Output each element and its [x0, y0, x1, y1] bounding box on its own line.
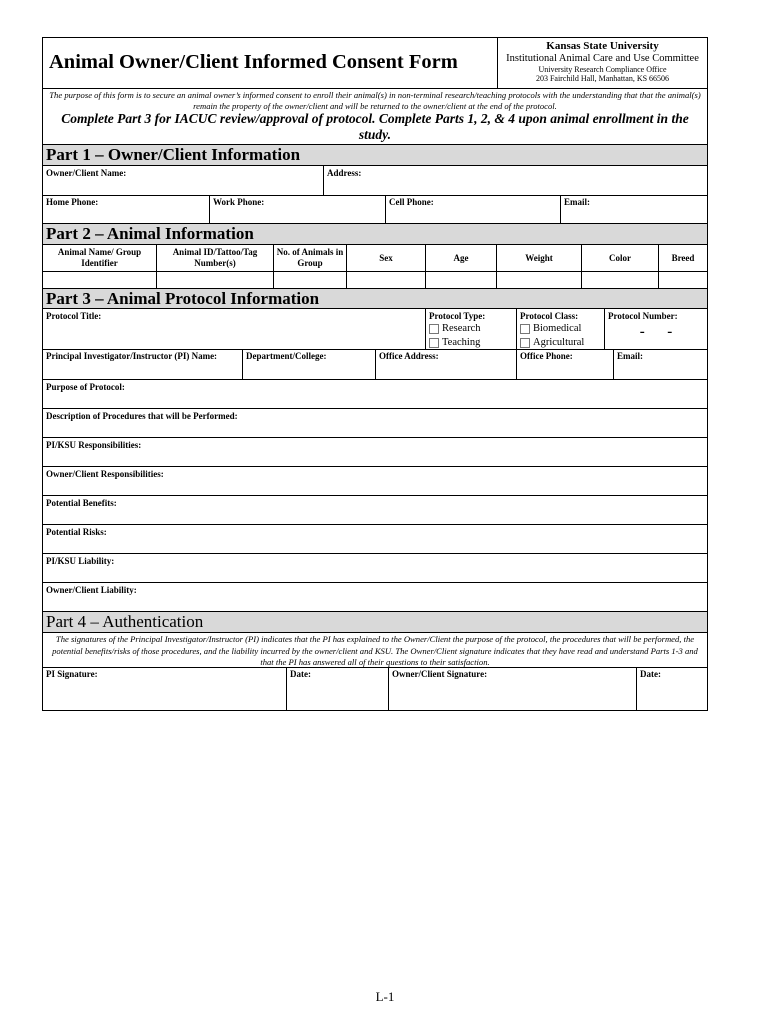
pi-date-field[interactable]: Date:	[286, 667, 388, 710]
part1-header: Part 1 – Owner/Client Information	[43, 144, 707, 166]
procedures-field[interactable]: Description of Procedures that will be Performed:	[43, 408, 707, 437]
animal-id-input[interactable]	[156, 271, 273, 288]
owner-responsibilities-field[interactable]: Owner/Client Responsibilities:	[43, 466, 707, 495]
owner-signature-field[interactable]: Owner/Client Signature:	[388, 667, 636, 710]
owner-date-field[interactable]: Date:	[636, 667, 707, 710]
office-phone-field[interactable]: Office Phone:	[516, 349, 613, 379]
biomedical-label: Biomedical	[533, 323, 582, 334]
authentication-text: The signatures of the Principal Investigator/Instructor (PI) indicates that the PI has explained to the Owner/Client the purpose of the protocol, the procedures that will be performed, the potential benefits/risks of those procedures, and the liability incurred by the owner/client and KSU. The Owner/Client signature indicates that they have read and understand Parts 1-3 and that the PI has answered all of their questions to their satisfaction.	[52, 634, 698, 667]
page-number: L-1	[375, 989, 395, 1004]
university-block	[497, 38, 707, 88]
col-color: Color	[581, 245, 658, 271]
class-agricultural-option[interactable]	[517, 336, 604, 350]
teaching-label: Teaching	[442, 337, 481, 348]
class-biomedical-option[interactable]	[517, 322, 604, 336]
office-name: University Research Compliance Office	[538, 65, 667, 74]
home-phone-field[interactable]: Home Phone:	[46, 197, 99, 207]
purpose-text: The purpose of this form is to secure an animal owner’s informed consent to enroll their animal(s) in non-terminal research/teaching protocols with the understanding that that the animal(s) remain the property of the owner/client and will be returned to the owner/client at the end of the protocol.	[43, 88, 707, 112]
col-animal-name: Animal Name/ Group Identifier	[57, 247, 142, 268]
pi-name-field[interactable]: Principal Investigator/Instructor (PI) Name:	[46, 351, 218, 361]
form-title: Animal Owner/Client Informed Consent Form	[49, 51, 458, 73]
pi-responsibilities-field[interactable]: PI/KSU Responsibilities:	[43, 437, 707, 466]
consent-form	[42, 37, 708, 711]
pi-signature-field[interactable]: PI Signature:	[46, 669, 98, 679]
office-address-field[interactable]: Office Address:	[375, 349, 516, 379]
protocol-class-label: Protocol Class:	[520, 311, 579, 321]
cell-phone-field[interactable]: Cell Phone:	[385, 195, 560, 224]
color-input[interactable]	[581, 271, 658, 288]
protocol-title-field[interactable]: Protocol Title:	[46, 311, 102, 321]
agricultural-checkbox[interactable]	[520, 338, 530, 348]
animal-table	[43, 245, 707, 288]
protocol-type-label: Protocol Type:	[429, 311, 486, 321]
part3-header: Part 3 – Animal Protocol Information	[43, 288, 707, 309]
col-breed: Breed	[658, 245, 707, 271]
animal-count-input[interactable]	[273, 271, 346, 288]
work-phone-field[interactable]: Work Phone:	[209, 195, 385, 224]
biomedical-checkbox[interactable]	[520, 324, 530, 334]
owner-name-field[interactable]: Owner/Client Name:	[46, 168, 127, 178]
agricultural-label: Agricultural	[533, 337, 585, 348]
protocol-number-label: Protocol Number:	[608, 311, 678, 321]
teaching-checkbox[interactable]	[429, 338, 439, 348]
owner-liability-field[interactable]: Owner/Client Liability:	[43, 582, 707, 611]
protocol-class-group	[516, 309, 604, 349]
protocol-type-group	[425, 309, 516, 349]
owner-email-field[interactable]: Email:	[560, 195, 707, 224]
animal-row-input[interactable]	[43, 271, 156, 288]
department-field[interactable]: Department/College:	[242, 349, 375, 379]
col-animal-id: Animal ID/Tattoo/Tag Number(s)	[156, 245, 273, 271]
col-weight: Weight	[496, 245, 581, 271]
age-input[interactable]	[425, 271, 496, 288]
potential-benefits-field[interactable]: Potential Benefits:	[43, 495, 707, 524]
type-teaching-option[interactable]	[426, 336, 516, 350]
owner-address-field[interactable]: Address:	[323, 166, 707, 195]
instruction-text: Complete Part 3 for IACUC review/approval of protocol. Complete Parts 1, 2, & 4 upon animal enrollment in the study.	[61, 111, 689, 142]
research-label: Research	[442, 323, 481, 334]
breed-input[interactable]	[658, 271, 707, 288]
research-checkbox[interactable]	[429, 324, 439, 334]
col-animal-count: No. of Animals in Group	[273, 245, 346, 271]
sex-input[interactable]	[346, 271, 425, 288]
pi-email-field[interactable]: Email:	[613, 349, 707, 379]
protocol-number-dashes: - -	[639, 324, 673, 340]
purpose-of-protocol-field[interactable]: Purpose of Protocol:	[43, 379, 707, 408]
university-name: Kansas State University	[546, 40, 659, 52]
weight-input[interactable]	[496, 271, 581, 288]
part2-header: Part 2 – Animal Information	[43, 223, 707, 245]
committee-name: Institutional Animal Care and Use Committee	[506, 53, 699, 64]
type-research-option[interactable]	[426, 322, 516, 336]
potential-risks-field[interactable]: Potential Risks:	[43, 524, 707, 553]
pi-liability-field[interactable]: PI/KSU Liability:	[43, 553, 707, 582]
office-address: 203 Fairchild Hall, Manhattan, KS 66506	[535, 74, 670, 83]
part4-header: Part 4 – Authentication	[43, 611, 707, 633]
col-age: Age	[425, 245, 496, 271]
protocol-number-field[interactable]	[604, 309, 707, 349]
col-sex: Sex	[346, 245, 425, 271]
